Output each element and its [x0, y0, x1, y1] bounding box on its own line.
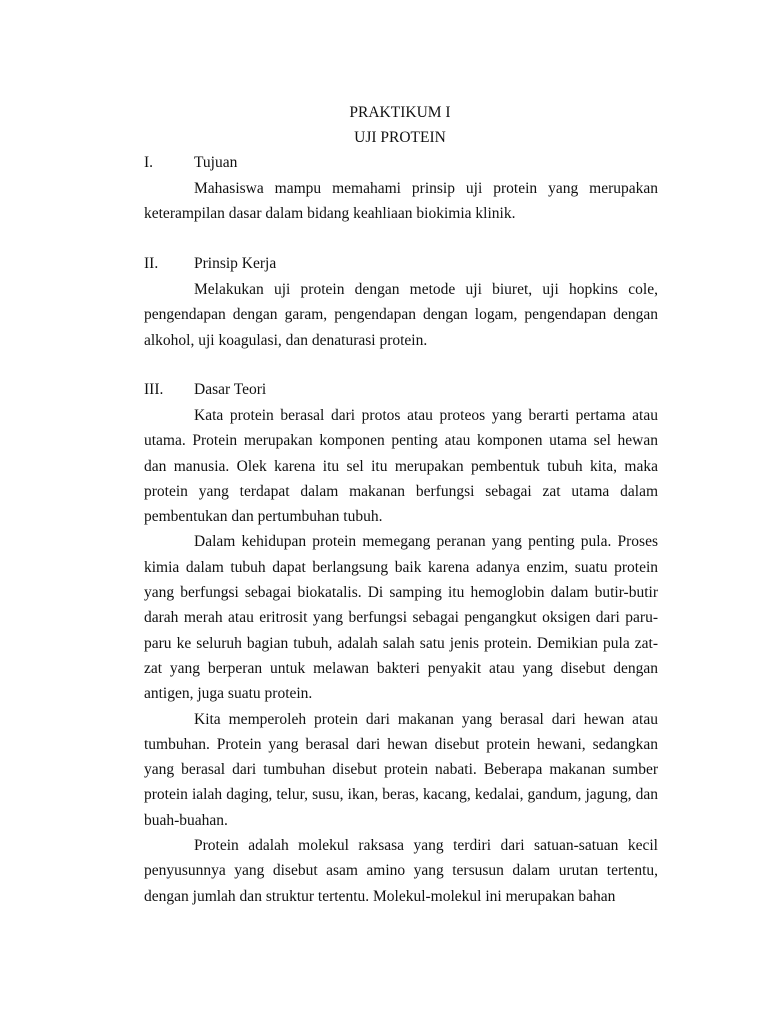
section-body-prinsip-kerja [144, 277, 658, 353]
section-body-dasar-teori [144, 403, 658, 909]
paragraph: Melakukan uji protein dengan metode uji biuret, uji hopkins cole, pengendapan dengan garam, pengendapan dengan logam, pengendapan dengan alkohol, uji koagulasi, dan denaturasi protein. [144, 281, 658, 349]
document-subtitle: UJI PROTEIN [354, 129, 446, 146]
section-number: I. [144, 154, 154, 171]
section-heading-tujuan [144, 153, 237, 173]
section-heading-dasar-teori [144, 380, 266, 400]
section-heading-text: Prinsip Kerja [194, 255, 277, 272]
paragraph: Mahasiswa mampu memahami prinsip uji protein yang merupakan keterampilan dasar dalam bidang keahliaan biokimia klinik. [144, 180, 658, 223]
section-number: II. [144, 255, 159, 272]
paragraph: Dalam kehidupan protein memegang peranan yang penting pula. Proses kimia dalam tubuh dapat berlangsung baik karena adanya enzim, suatu protein yang berfungsi sebagai biokatalis. Di samping itu hemoglobin dalam butir-butir darah merah atau eritrosit yang berfungsi sebagai pengangkut oksigen dari paru-paru ke seluruh bagian tubuh, adalah salah satu jenis protein. Demikian pula zat-zat yang berperan untuk melawan bakteri penyakit atau yang disebut dengan antigen, juga suatu protein. [144, 533, 658, 703]
section-number: III. [144, 381, 164, 398]
section-heading-prinsip-kerja [144, 254, 276, 274]
section-heading-text: Tujuan [194, 154, 238, 171]
paragraph: Kata protein berasal dari protos atau proteos yang berarti pertama atau utama. Protein merupakan komponen penting atau komponen utama sel hewan dan manusia. Olek karena itu sel itu merupakan pembentuk tubuh kita, maka protein yang terdapat dalam makanan berfungsi sebagai zat utama dalam pembentukan dan pertumbuhan tubuh. [144, 407, 658, 526]
section-body-tujuan [144, 176, 658, 227]
section-heading-text: Dasar Teori [194, 381, 267, 398]
paragraph: Protein adalah molekul raksasa yang terdiri dari satuan-satuan kecil penyusunnya yang disebut asam amino yang tersusun dalam urutan tertentu, dengan jumlah dan struktur tertentu. Molekul-molekul ini merupakan bahan [144, 837, 658, 905]
paragraph: Kita memperoleh protein dari makanan yang berasal dari hewan atau tumbuhan. Protein yang berasal dari hewan disebut protein hewani, sedangkan yang berasal dari tumbuhan disebut protein nabati. Beberapa makanan sumber protein ialah daging, telur, susu, ikan, beras, kacang, kedalai, gandum, jagung, dan buah-buahan. [144, 710, 658, 829]
document-title: PRAKTIKUM I [349, 104, 451, 121]
